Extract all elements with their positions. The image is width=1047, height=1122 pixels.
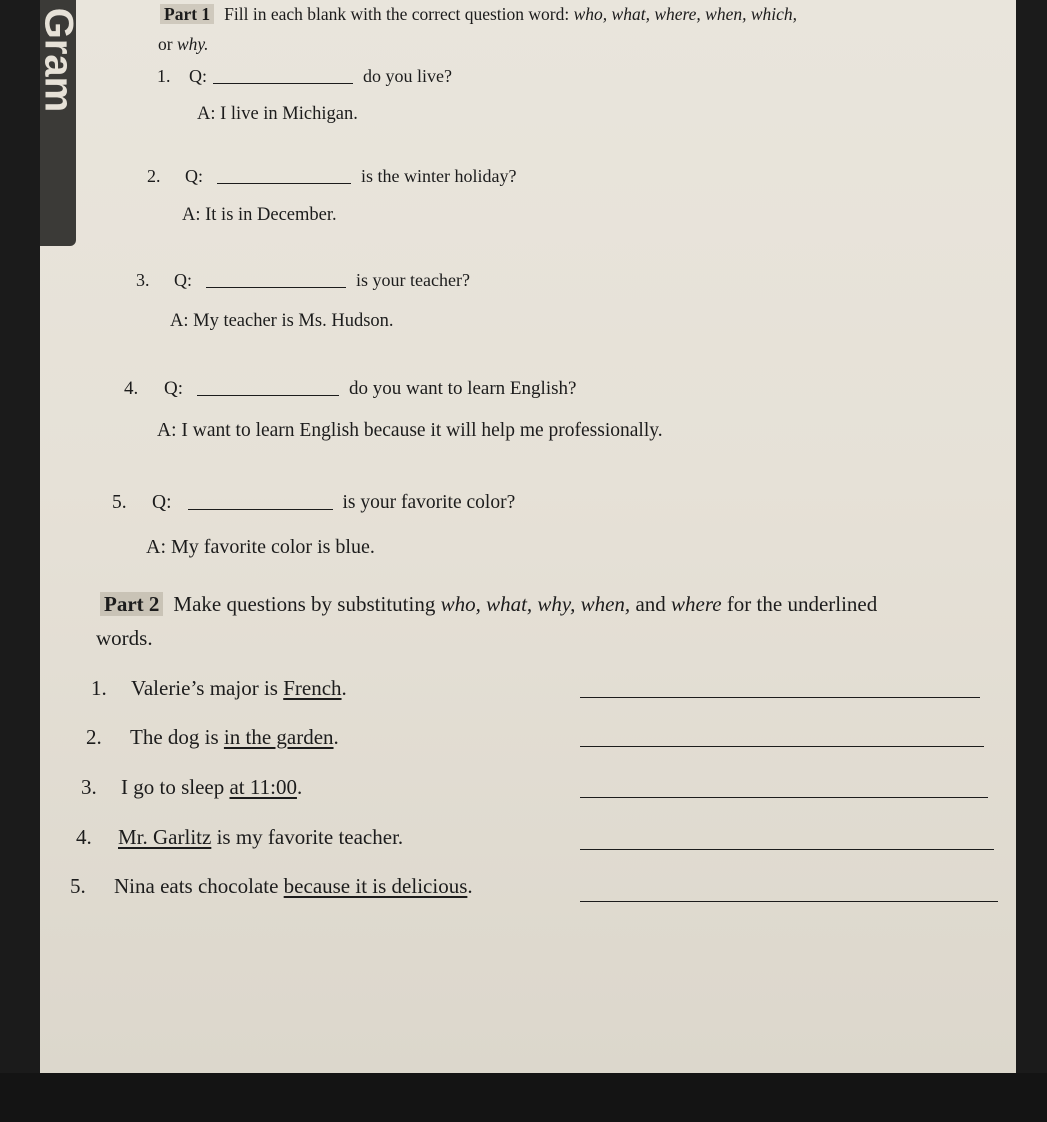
underlined-words: in the garden (223, 725, 334, 749)
answer-5: A: My favorite color is blue. (146, 536, 375, 558)
part1-tag: Part 1 (160, 4, 214, 24)
underlined-words: French (283, 676, 342, 700)
part2-item-2: 2. The dog is in the garden. (86, 725, 339, 749)
part2-item-4: 4. Mr. Garlitz is my favorite teacher. (76, 825, 404, 849)
underlined-words: Mr. Garlitz (118, 825, 212, 849)
part2-instruction: Part 2 Make questions by substituting who, what, why, when, and where for the underlined (100, 592, 877, 617)
part2-item-3: 3. I go to sleep at 11:00. (81, 775, 303, 799)
answer-line-1[interactable] (580, 697, 980, 698)
part2-instruction-cont: words. (96, 626, 153, 650)
answer-blank-3[interactable] (206, 287, 346, 288)
spine-title: Gram (36, 7, 81, 113)
answer-blank-4[interactable] (197, 395, 339, 396)
part2-item-5: 5. Nina eats chocolate because it is delicious. (70, 874, 473, 898)
answer-line-4[interactable] (580, 849, 994, 850)
answer-blank-5[interactable] (188, 509, 333, 510)
answer-blank-1[interactable] (213, 83, 353, 84)
part2-item-1: 1. Valerie’s major is French. (91, 676, 347, 700)
part1-instruction: Part 1 Fill in each blank with the correct question word: who, what, where, when, which, (160, 4, 797, 25)
answer-line-2[interactable] (580, 746, 984, 747)
underlined-words: because it is delicious (283, 874, 468, 898)
question-3: 3. Q: is your teacher? (136, 270, 470, 290)
answer-blank-2[interactable] (217, 183, 351, 184)
underlined-words: at 11:00 (229, 775, 297, 799)
desk-background (0, 1073, 1047, 1122)
question-1: 1. Q: do you live? (157, 66, 452, 86)
question-5: 5. Q: is your favorite color? (112, 492, 516, 513)
answer-line-5[interactable] (580, 901, 998, 902)
question-4: 4. Q: do you want to learn English? (124, 378, 577, 399)
answer-2: A: It is in December. (182, 205, 337, 225)
answer-1: A: I live in Michigan. (197, 104, 358, 124)
part1-instruction-cont: or why. (158, 34, 209, 54)
answer-line-3[interactable] (580, 797, 988, 798)
answer-4: A: I want to learn English because it will help me professionally. (157, 420, 663, 441)
question-2: 2. Q: is the winter holiday? (147, 166, 517, 186)
part2-tag: Part 2 (100, 592, 163, 616)
answer-3: A: My teacher is Ms. Hudson. (170, 311, 394, 331)
